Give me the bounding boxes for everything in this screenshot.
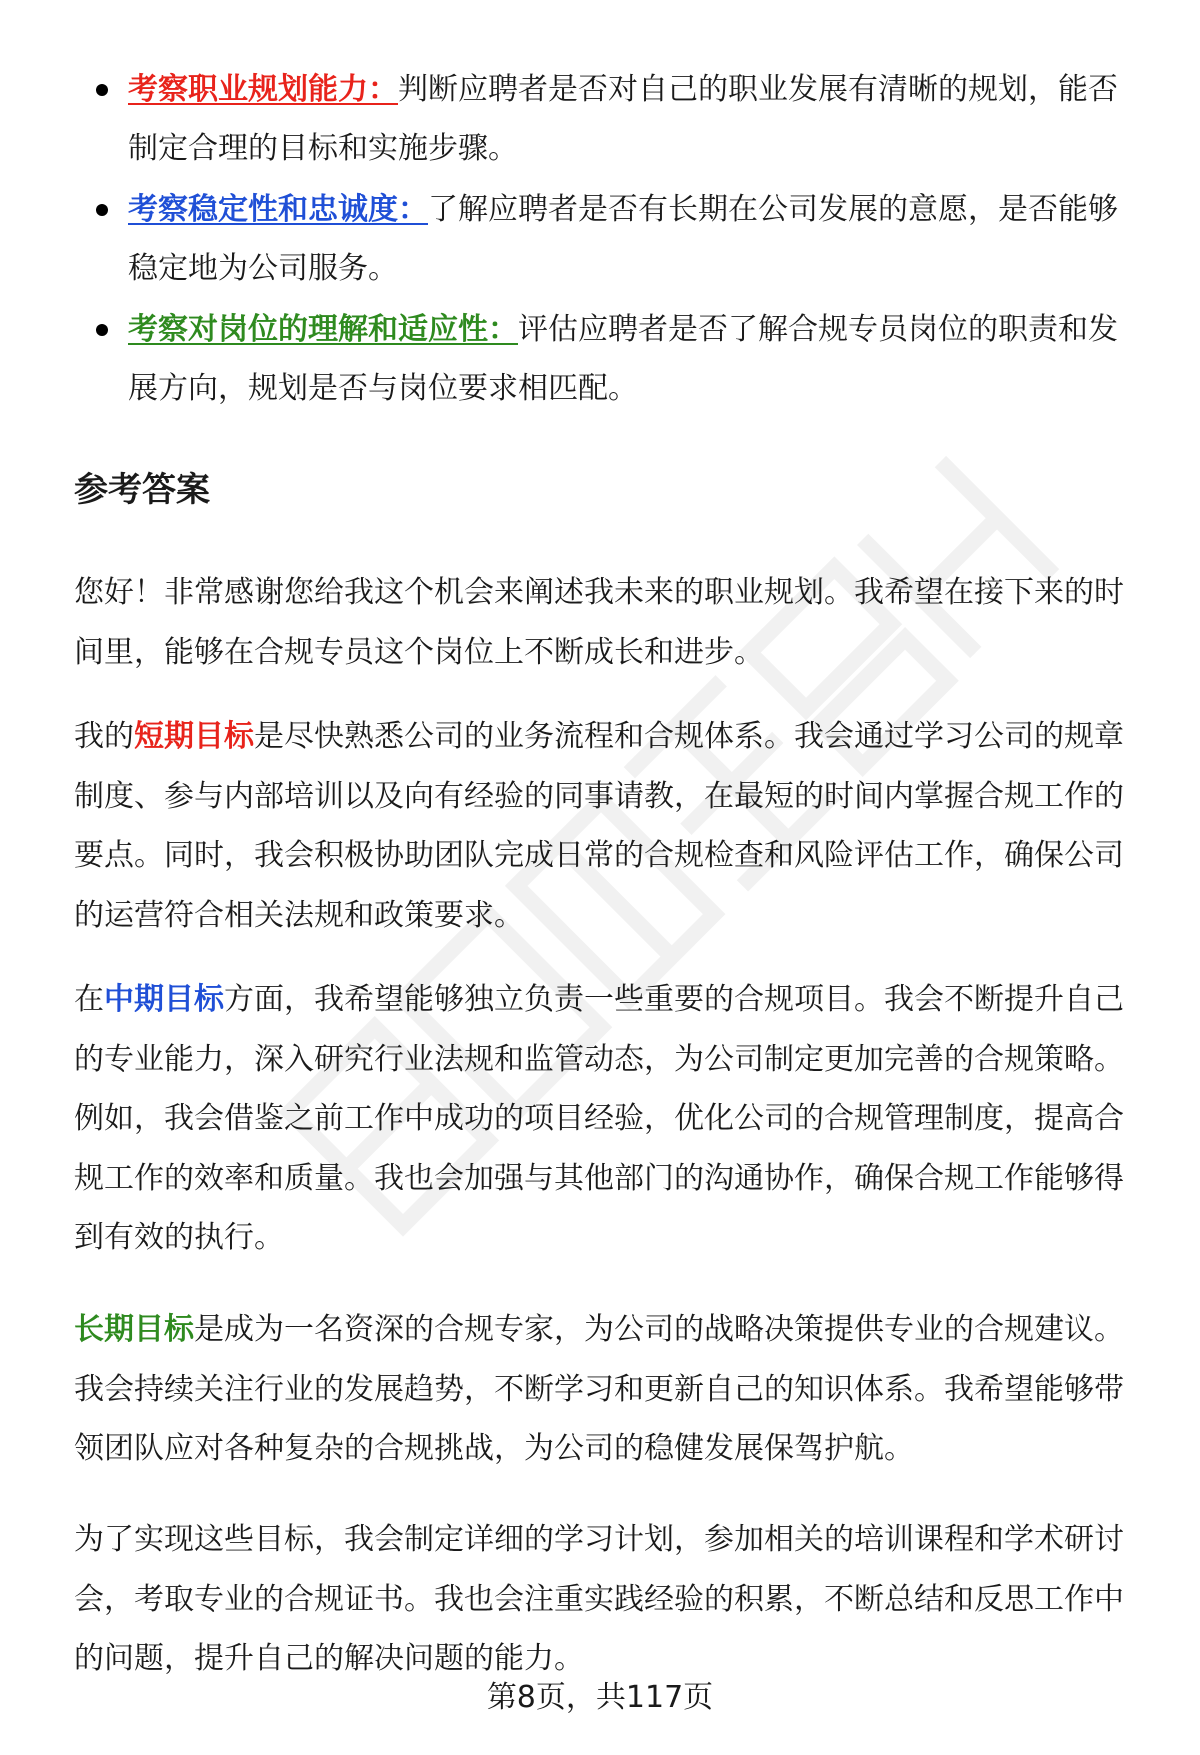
answer-paragraph-mid-term bbox=[74, 970, 1150, 1268]
answer-paragraph-long-term bbox=[74, 1300, 1150, 1479]
paragraph-text: 为了实现这些目标，我会制定详细的学习计划，参加相关的培训课程和学术研讨会，考取专业的合规证书。我也会注重实践经验的积累，不断总结和反思工作中的问题，提升自己的解决问题的能力。 bbox=[74, 1522, 1124, 1676]
bullet-dot-icon bbox=[96, 84, 108, 96]
criteria-keyword: 考察稳定性和忠诚度： bbox=[128, 192, 428, 227]
criteria-item-role-fit bbox=[0, 300, 1200, 418]
criteria-item-stability bbox=[0, 180, 1200, 298]
short-term-goal-highlight: 短期目标 bbox=[134, 719, 254, 754]
bullet-dot-icon bbox=[96, 324, 108, 336]
criteria-item-career-planning bbox=[0, 60, 1200, 178]
answer-paragraph-plan bbox=[74, 1510, 1150, 1689]
paragraph-text: 在 bbox=[74, 982, 104, 1017]
page-number-footer: 第8页，共117页 bbox=[486, 1680, 714, 1715]
long-term-goal-highlight: 长期目标 bbox=[74, 1312, 194, 1347]
paragraph-text: 我的 bbox=[74, 719, 134, 754]
criteria-text: 了解应聘者是否有长期在公司发展的意愿，是否能够稳定地为公司服务。 bbox=[128, 192, 1118, 286]
mid-term-goal-highlight: 中期目标 bbox=[104, 982, 224, 1017]
criteria-list bbox=[0, 60, 1200, 420]
section-heading: 参考答案 bbox=[74, 470, 210, 510]
paragraph-text: 方面，我希望能够独立负责一些重要的合规项目。我会不断提升自己的专业能力，深入研究行业法规和监管动态，为公司制定更加完善的合规策略。例如，我会借鉴之前工作中成功的项目经验，优化公司的合规管理制度，提高合规工作的效率和质量。我也会加强与其他部门的沟通协作，确保合规工作能够得到有效的执行。 bbox=[74, 982, 1124, 1255]
answer-paragraph-intro bbox=[74, 563, 1150, 682]
criteria-text: 判断应聘者是否对自己的职业发展有清晰的规划，能否制定合理的目标和实施步骤。 bbox=[128, 72, 1118, 166]
bullet-dot-icon bbox=[96, 204, 108, 216]
criteria-keyword: 考察职业规划能力： bbox=[128, 72, 398, 107]
criteria-text: 评估应聘者是否了解合规专员岗位的职责和发展方向，规划是否与岗位要求相匹配。 bbox=[128, 312, 1118, 406]
paragraph-text: 是成为一名资深的合规专家，为公司的战略决策提供专业的合规建议。我会持续关注行业的发展趋势，不断学习和更新自己的知识体系。我希望能够带领团队应对各种复杂的合规挑战，为公司的稳健发展保驾护航。 bbox=[74, 1312, 1124, 1466]
paragraph-text: 您好！非常感谢您给我这个机会来阐述我未来的职业规划。我希望在接下来的时间里，能够在合规专员这个岗位上不断成长和进步。 bbox=[74, 575, 1124, 670]
criteria-keyword: 考察对岗位的理解和适应性： bbox=[128, 312, 518, 347]
paragraph-text: 是尽快熟悉公司的业务流程和合规体系。我会通过学习公司的规章制度、参与内部培训以及向有经验的同事请教，在最短的时间内掌握合规工作的要点。同时，我会积极协助团队完成日常的合规检查和风险评估工作，确保公司的运营符合相关法规和政策要求。 bbox=[74, 719, 1124, 933]
answer-paragraph-short-term bbox=[74, 707, 1150, 945]
